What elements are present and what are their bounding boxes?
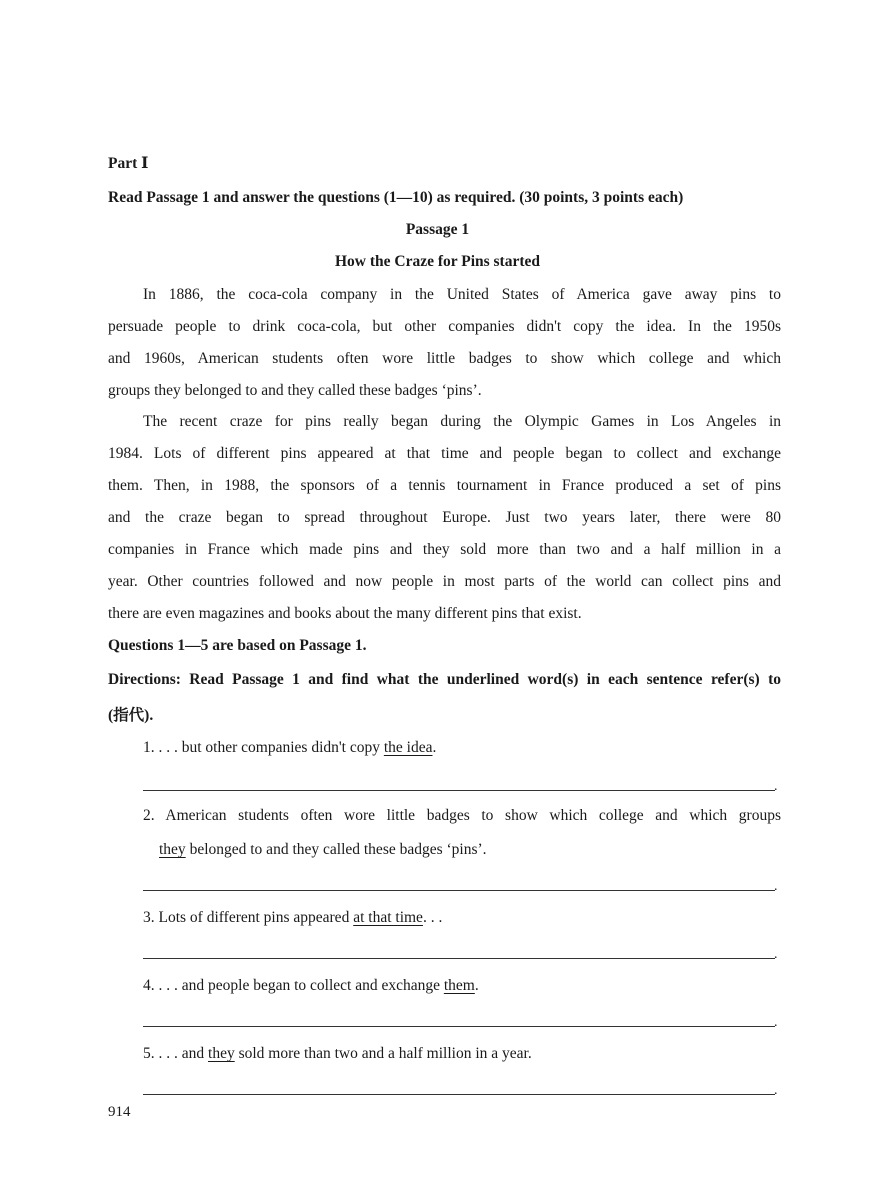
passage-line: and 1960s, American students often wore little badges to show which college and which (108, 350, 781, 367)
underlined-phrase: at that time (353, 909, 423, 926)
blank-period: . (774, 879, 778, 894)
passage-line: and the craze began to spread throughout Europe. Just two years later, there were 80 (108, 509, 781, 526)
part-title: Part Ⅰ (108, 155, 149, 172)
blank-period: . (774, 1083, 778, 1098)
questions-header: Questions 1—5 are based on Passage 1. (108, 637, 367, 654)
passage-line: there are even magazines and books about the many different pins that exist. (108, 605, 582, 622)
underlined-phrase: they (208, 1045, 235, 1062)
question-5: 5. . . . and they sold more than two and a half million in a year. (143, 1045, 532, 1062)
blank-period: . (774, 779, 778, 794)
page-number: 914 (108, 1104, 131, 1120)
passage-title: How the Craze for Pins started (334, 253, 541, 270)
passage-line: The recent craze for pins really began during the Olympic Games in Los Angeles in (143, 413, 781, 430)
question-2-cont: they belonged to and they called these badges ‘pins’. (159, 841, 487, 858)
blank-period: . (774, 947, 778, 962)
passage-line: them. Then, in 1988, the sponsors of a tennis tournament in France produced a set of pins (108, 477, 781, 494)
question-1: 1. . . . but other companies didn't copy the idea. (143, 739, 437, 756)
passage-line: year. Other countries followed and now people in most parts of the world can collect pins and (108, 573, 781, 590)
answer-blank-1[interactable] (143, 790, 775, 791)
question-4: 4. . . . and people began to collect and exchange them. (143, 977, 479, 994)
passage-line: persuade people to drink coca-cola, but other companies didn't copy the idea. In the 1950s (108, 318, 781, 335)
instruction: Read Passage 1 and answer the questions (1—10) as required. (30 points, 3 points each) (108, 189, 684, 206)
directions-cont: (指代). (108, 707, 154, 724)
passage-line: 1984. Lots of different pins appeared at that time and people began to collect and exchange (108, 445, 781, 462)
answer-blank-5[interactable] (143, 1094, 775, 1095)
underlined-phrase: the idea (383, 739, 433, 756)
question-2: 2. American students often wore little badges to show which college and which groups (143, 807, 781, 824)
passage-line: groups they belonged to and they called these badges ‘pins’. (108, 382, 482, 399)
answer-blank-3[interactable] (143, 958, 775, 959)
answer-blank-4[interactable] (143, 1026, 775, 1027)
passage-label: Passage 1 (405, 221, 470, 238)
passage-line: companies in France which made pins and they sold more than two and a half million in a (108, 541, 781, 558)
underlined-phrase: them (443, 977, 475, 994)
underlined-phrase: they (159, 841, 186, 858)
answer-blank-2[interactable] (143, 890, 775, 891)
question-3: 3. Lots of different pins appeared at that time. . . (143, 909, 443, 926)
passage-line: In 1886, the coca-cola company in the United States of America gave away pins to (143, 286, 781, 303)
directions: Directions: Read Passage 1 and find what the underlined word(s) in each sentence refer(s) to (108, 671, 781, 688)
blank-period: . (774, 1015, 778, 1030)
